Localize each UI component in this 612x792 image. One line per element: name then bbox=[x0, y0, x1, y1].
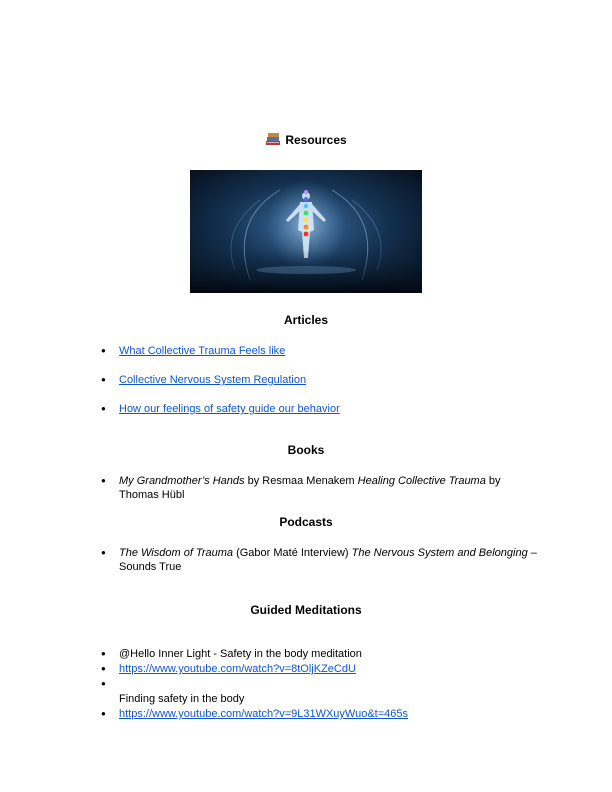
books-list bbox=[0, 474, 539, 502]
podcast-note-mate: (Gabor Maté Interview) bbox=[233, 547, 352, 559]
bullet: ● bbox=[101, 404, 106, 413]
bullet: ● bbox=[101, 679, 106, 688]
list-item bbox=[0, 402, 539, 416]
book-title-healing-collective-trauma: Healing Collective Trauma bbox=[357, 475, 486, 487]
podcast-title-wisdom-of-trauma: The Wisdom of Trauma bbox=[119, 547, 234, 559]
page-title-text: Resources bbox=[285, 133, 347, 147]
podcast-source: – Sounds True bbox=[119, 547, 537, 573]
youtube-link-finding-safety[interactable]: https://www.youtube.com/watch?v=9L31WXuyWuo&t=465s bbox=[119, 708, 409, 720]
article-link-feelings-of-safety[interactable]: How our feelings of safety guide our behavior bbox=[119, 403, 340, 415]
bullet: ● bbox=[101, 346, 106, 355]
page-title bbox=[0, 132, 612, 147]
list-item bbox=[0, 344, 539, 358]
podcast-title-nervous-system-belonging: The Nervous System and Belonging bbox=[351, 547, 528, 559]
article-link-collective-trauma-feels[interactable]: What Collective Trauma Feels like bbox=[119, 345, 286, 357]
books-heading: Books bbox=[287, 443, 325, 457]
list-item bbox=[0, 707, 539, 722]
meditation-title-finding-safety: Finding safety in the body bbox=[119, 693, 245, 705]
bullet: ● bbox=[101, 548, 106, 557]
bullet: ● bbox=[101, 649, 106, 658]
meditation-title: @Hello Inner Light - Safety in the body meditation bbox=[119, 648, 362, 660]
meditations-list bbox=[0, 647, 539, 722]
list-item bbox=[0, 677, 539, 692]
bullet: ● bbox=[101, 709, 106, 718]
podcasts-list bbox=[0, 546, 539, 574]
bullet: ● bbox=[101, 375, 106, 384]
list-item bbox=[0, 373, 539, 387]
article-link-nervous-system-regulation[interactable]: Collective Nervous System Regulation bbox=[119, 374, 307, 386]
bullet: ● bbox=[101, 476, 106, 485]
book-title-grandmothers-hands: My Grandmother’s Hands bbox=[119, 475, 245, 487]
books-icon bbox=[265, 132, 281, 146]
hero-image bbox=[190, 170, 422, 293]
youtube-link-safety-meditation[interactable]: https://www.youtube.com/watch?v=8tOljKZeCdU bbox=[119, 663, 356, 675]
articles-heading: Articles bbox=[283, 313, 329, 327]
book-author-menakem: by Resmaa Menakem bbox=[244, 475, 358, 487]
list-item bbox=[0, 662, 539, 677]
book-author-hubl: by Thomas Hübl bbox=[119, 475, 501, 501]
list-item bbox=[0, 647, 539, 662]
podcasts-heading: Podcasts bbox=[279, 515, 333, 529]
articles-list bbox=[0, 344, 539, 431]
meditation-text bbox=[0, 692, 539, 707]
guided-meditations-heading: Guided Meditations bbox=[250, 603, 362, 617]
bullet: ● bbox=[101, 664, 106, 673]
list-item bbox=[0, 546, 539, 574]
list-item bbox=[0, 474, 539, 502]
